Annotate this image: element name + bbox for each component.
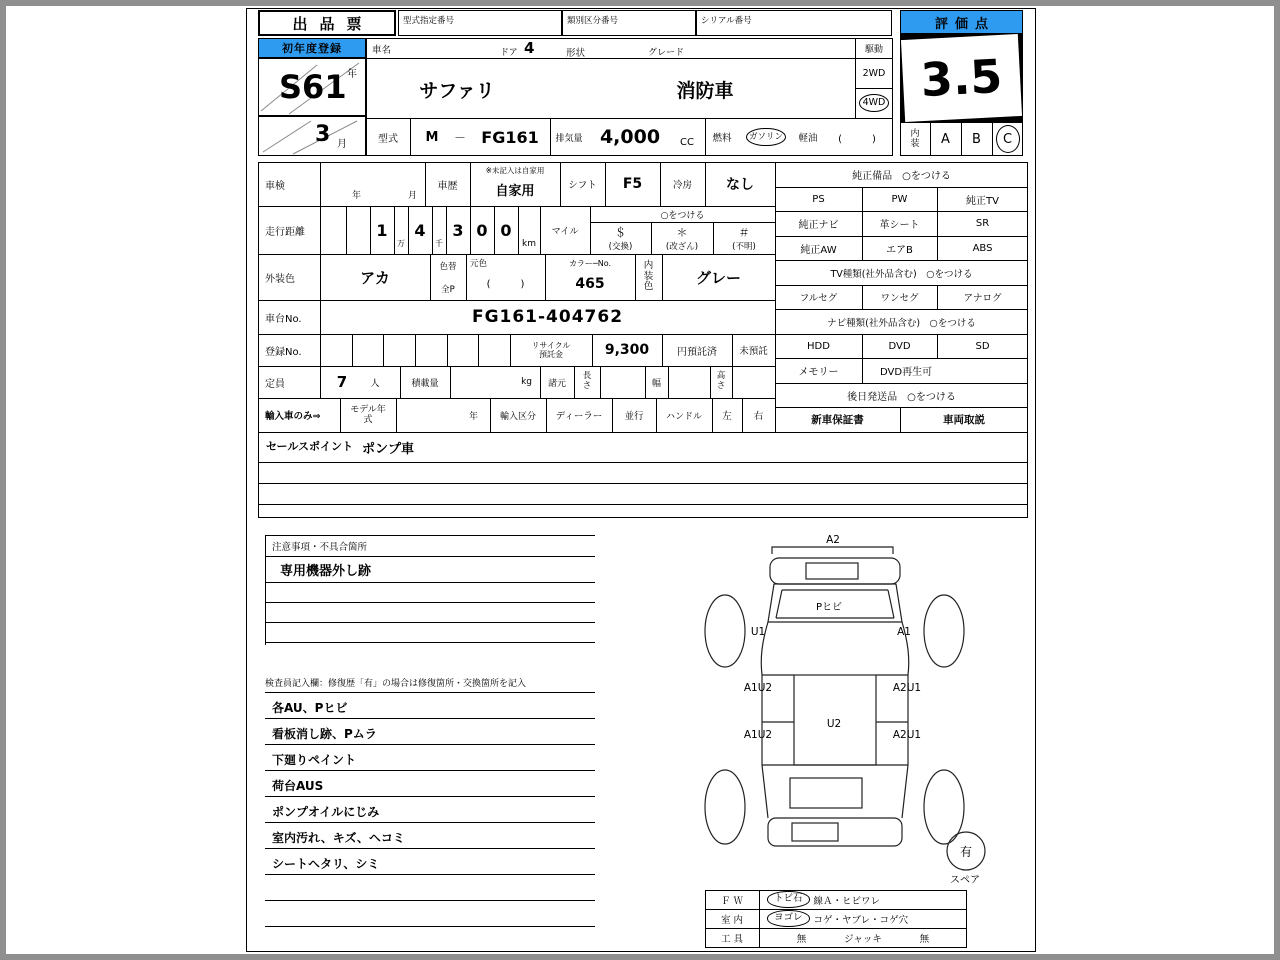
spare-present-mark: 有 bbox=[959, 845, 973, 859]
rule bbox=[265, 926, 595, 927]
model-designation-box bbox=[398, 10, 562, 36]
model-label: 型式 bbox=[378, 133, 398, 145]
equip-tv: 純正TV bbox=[966, 195, 999, 207]
body-type: 消防車 bbox=[676, 79, 734, 102]
length-label-cell bbox=[574, 366, 600, 398]
equip-header-genuine: 純正備品 ○をつける bbox=[852, 171, 951, 182]
fuel-label: 燃料 bbox=[712, 133, 732, 144]
load-label: 積載量 bbox=[411, 378, 439, 389]
drive-4wd-circled: 4WD bbox=[859, 94, 890, 112]
first-reg-month: 3 bbox=[315, 122, 331, 147]
equip-header-tv-type: TV種類(社外品含む) ○をつける bbox=[830, 268, 973, 280]
model-year-unit: 年 bbox=[468, 411, 478, 422]
car-name: サファリ bbox=[419, 79, 495, 102]
rule bbox=[352, 334, 353, 366]
all-paint-label: 全P bbox=[441, 284, 455, 295]
mark-left-door: A1U2 bbox=[743, 682, 773, 694]
rule bbox=[265, 642, 595, 643]
interior-grade-b: B bbox=[972, 131, 981, 147]
car-diagram bbox=[688, 530, 1010, 892]
shaken-year-unit: 年 bbox=[352, 191, 362, 201]
mark-right-door: A2U1 bbox=[892, 682, 922, 694]
sales-point-label: セールスポイント bbox=[266, 440, 354, 453]
rule bbox=[410, 118, 411, 156]
interior-color-label-cell bbox=[635, 254, 662, 300]
mileage-man-unit: 万 bbox=[397, 239, 405, 248]
load-unit: kg bbox=[521, 377, 532, 387]
fw-label: Ｆ Ｗ bbox=[720, 895, 744, 907]
equip-analog: アナログ bbox=[963, 293, 1002, 304]
car-outline bbox=[705, 547, 985, 870]
car-name-label: 車名 bbox=[372, 45, 392, 56]
class-division-label: 類別区分番号 bbox=[567, 16, 619, 26]
model-year-label-cell bbox=[340, 398, 396, 432]
rule bbox=[265, 900, 595, 901]
import-division-label: 輸入区分 bbox=[499, 411, 536, 422]
odometer-option-exchange bbox=[590, 222, 651, 254]
rear-left-wheel bbox=[705, 770, 745, 844]
tools-jack: ジャッキ bbox=[844, 934, 882, 945]
serial-number-box bbox=[696, 10, 892, 36]
rule bbox=[415, 334, 416, 366]
mark-right-rear: A2U1 bbox=[892, 729, 922, 741]
front-right-wheel bbox=[924, 595, 964, 667]
equip-oneseg: ワンセグ bbox=[880, 293, 919, 304]
length-label: 長さ bbox=[582, 371, 592, 391]
import-only-label: 輸入車のみ⇒ bbox=[265, 411, 321, 422]
color-no-label: カラー─No. bbox=[568, 258, 612, 268]
windshield bbox=[888, 590, 894, 618]
option-note: (不明) bbox=[732, 242, 756, 252]
rule bbox=[265, 535, 266, 645]
option-note: (改ざん) bbox=[665, 242, 699, 252]
equip-fullseg: フルセグ bbox=[799, 293, 838, 304]
circle-note: ○をつける bbox=[660, 210, 705, 221]
mileage-km-unit: km bbox=[522, 239, 536, 249]
notes-first-item: 専用機器外し跡 bbox=[280, 564, 372, 579]
model-designation-label: 型式指定番号 bbox=[403, 16, 455, 26]
equip-memory: メモリー bbox=[798, 367, 839, 378]
serial-number-label: シリアル番号 bbox=[701, 16, 752, 26]
equip-dvd-play: DVD再生可 bbox=[880, 367, 933, 378]
rear-bumper bbox=[768, 818, 902, 846]
rule bbox=[265, 718, 595, 719]
rule bbox=[447, 334, 448, 366]
equip-header-later-ship: 後日発送品 ○をつける bbox=[847, 391, 956, 403]
left-rear-edge bbox=[762, 765, 768, 818]
interior-grade-c-circled: C bbox=[996, 125, 1020, 153]
tools-none-1: 無 bbox=[796, 934, 807, 945]
capacity-unit: 人 bbox=[370, 378, 380, 389]
fuel-diesel: 軽油 bbox=[798, 133, 818, 144]
inspector-item: シートヘタリ、シミ bbox=[272, 857, 380, 871]
fw-damage-circled: トビ石 bbox=[767, 891, 810, 907]
a2-bracket bbox=[772, 547, 893, 554]
door-label: ドア bbox=[500, 48, 518, 58]
tools-label: 工 具 bbox=[720, 934, 744, 945]
rule bbox=[265, 796, 595, 797]
sheet-title-box bbox=[258, 10, 396, 36]
shaken-label: 車検 bbox=[265, 180, 285, 192]
class-division-box bbox=[562, 10, 696, 36]
odometer-option-unknown bbox=[713, 222, 775, 254]
first-reg-year-unit: 年 bbox=[347, 69, 357, 80]
equip-abs: ABS bbox=[972, 242, 993, 254]
shaken-month-unit: 月 bbox=[408, 191, 418, 201]
capacity-label: 定員 bbox=[265, 378, 285, 390]
mark-p-hibi: Pヒビ bbox=[815, 602, 843, 613]
interior-damage-row bbox=[759, 909, 967, 928]
equip-warranty-book: 新車保証書 bbox=[811, 414, 864, 426]
score-value: 3.5 bbox=[919, 48, 1004, 108]
equip-aw: 純正AW bbox=[800, 244, 837, 256]
rule bbox=[320, 162, 321, 206]
interior-damage-rest: コゲ・ヤブレ・コゲ穴 bbox=[813, 914, 909, 926]
rule bbox=[265, 556, 595, 557]
equip-pw: PW bbox=[891, 193, 908, 205]
front-grille bbox=[806, 563, 858, 579]
equip-airbag: エアB bbox=[886, 244, 913, 256]
grade-label: グレード bbox=[648, 48, 685, 58]
model-number: FG161 bbox=[481, 127, 539, 147]
mileage-digit: 3 bbox=[452, 220, 464, 240]
inspector-header: 検査員記入欄：修復歴「有」の場合は修復箇所・交換箇所を記入 bbox=[265, 679, 527, 689]
model-dash: － bbox=[453, 130, 466, 145]
history-value: 自家用 bbox=[495, 183, 535, 199]
drive-4wd-cell bbox=[855, 88, 893, 118]
drive-label: 駆動 bbox=[864, 44, 883, 55]
rule bbox=[366, 58, 893, 59]
interior-color-value: グレー bbox=[695, 268, 741, 287]
chassis-no-label: 車台No. bbox=[265, 313, 302, 325]
equip-navi: 純正ナビ bbox=[798, 220, 839, 231]
equip-sd: SD bbox=[975, 340, 990, 352]
aircon-value: なし bbox=[726, 177, 754, 193]
shape-label: 形状 bbox=[566, 48, 586, 59]
interior-row-label: 室 内 bbox=[720, 914, 744, 926]
first-reg-month-unit: 月 bbox=[337, 139, 347, 150]
score-card bbox=[901, 34, 1022, 122]
history-note: ※未記入は自家用 bbox=[485, 165, 545, 175]
rule bbox=[258, 483, 1028, 484]
diagonal-marks bbox=[259, 117, 365, 155]
spec-label: 諸元 bbox=[547, 378, 566, 389]
original-color-paren: ( ) bbox=[486, 278, 525, 290]
diagram-labels bbox=[744, 534, 980, 886]
mark-left-rear: A1U2 bbox=[743, 729, 773, 741]
interior-damage-circled: ヨゴレ bbox=[767, 910, 810, 926]
rule bbox=[258, 504, 1028, 505]
first-reg-year: S61 bbox=[279, 68, 347, 106]
displacement-value: 4,000 bbox=[599, 126, 661, 148]
equip-dvd: DVD bbox=[888, 340, 911, 352]
mileage-digit: 4 bbox=[414, 220, 426, 240]
rear-window bbox=[790, 778, 862, 808]
mileage-digit: 0 bbox=[476, 220, 488, 240]
spare-label: スペア bbox=[950, 875, 980, 886]
import-parallel: 並行 bbox=[624, 411, 644, 422]
option-symbol: ＄ bbox=[615, 226, 626, 239]
inspector-item: 各AU、Pヒビ bbox=[272, 701, 348, 715]
mark-u1: U1 bbox=[750, 626, 766, 638]
mileage-sen-unit: 千 bbox=[435, 239, 443, 248]
front-left-wheel bbox=[705, 595, 745, 667]
model-code: M bbox=[425, 129, 439, 145]
rule bbox=[258, 462, 1028, 463]
exterior-color-label: 外装色 bbox=[265, 273, 295, 285]
rule bbox=[265, 874, 595, 875]
rule bbox=[383, 334, 384, 366]
front-bumper bbox=[770, 558, 900, 584]
rear-plate bbox=[792, 823, 838, 841]
rule bbox=[346, 206, 347, 254]
displacement-label: 排気量 bbox=[555, 133, 583, 144]
model-year-label: モデル年式 bbox=[350, 404, 386, 425]
option-symbol: ＃ bbox=[738, 226, 750, 239]
recycle-amount: 9,300 bbox=[604, 342, 650, 358]
first-reg-year-box bbox=[258, 58, 366, 116]
rule bbox=[265, 582, 595, 583]
rule bbox=[265, 535, 595, 536]
tools-none-2: 無 bbox=[919, 934, 930, 945]
score-box bbox=[900, 34, 1023, 122]
height-label-cell bbox=[710, 366, 732, 398]
recycle-deposit-label-cell bbox=[510, 334, 592, 366]
shift-value: F5 bbox=[622, 176, 643, 192]
door-count: 4 bbox=[524, 39, 535, 57]
rule bbox=[265, 848, 595, 849]
rule bbox=[668, 366, 669, 398]
interior-grade-a: A bbox=[941, 131, 950, 147]
tools-row bbox=[759, 928, 967, 948]
windshield bbox=[776, 590, 782, 618]
mileage-label: 走行距離 bbox=[265, 226, 305, 238]
displacement-unit: CC bbox=[680, 136, 694, 148]
recycle-deposit-label: リサイクル預託金 bbox=[531, 340, 571, 359]
fuel-paren: ( ) bbox=[838, 133, 876, 145]
inspector-item: 室内汚れ、キズ、ヘコミ bbox=[272, 831, 405, 845]
inspector-item: 下廻りペイント bbox=[272, 753, 357, 767]
mileage-digit: 1 bbox=[376, 220, 388, 240]
interior-grade-c-cell bbox=[992, 122, 1023, 156]
rule bbox=[600, 366, 601, 398]
option-note: (交換) bbox=[608, 242, 633, 252]
color-change-label: 色替 bbox=[439, 261, 457, 272]
drive-2wd: 2WD bbox=[862, 67, 886, 79]
inspector-item: ポンプオイルにじみ bbox=[272, 805, 380, 819]
mark-u2: U2 bbox=[826, 718, 842, 730]
first-reg-label: 初年度登録 bbox=[282, 42, 342, 55]
equip-ps: PS bbox=[812, 193, 825, 205]
rule bbox=[265, 770, 595, 771]
right-rear-edge bbox=[902, 765, 908, 818]
aircon-label: 冷房 bbox=[672, 180, 692, 191]
handle-right: 右 bbox=[753, 411, 764, 422]
fw-damage-rest: 線Ａ・ヒビワレ bbox=[813, 895, 881, 907]
score-header-label: 評価点 bbox=[934, 16, 995, 32]
equip-header-navi-type: ナビ種類(社外品含む) ○をつける bbox=[827, 317, 976, 329]
import-dealer: ディーラー bbox=[555, 411, 603, 422]
width-label: 幅 bbox=[651, 378, 661, 389]
mark-a2: A2 bbox=[826, 534, 840, 546]
inspector-item: 荷台AUS bbox=[272, 779, 324, 793]
mark-a1: A1 bbox=[897, 626, 911, 638]
recycle-unpaid: 未預託 bbox=[739, 346, 768, 357]
odometer-option-altered bbox=[651, 222, 713, 254]
rule bbox=[258, 432, 1028, 433]
fuel-gasoline-circled: ガソリン bbox=[746, 128, 786, 147]
chassis-no-value: FG161-404762 bbox=[471, 307, 624, 327]
handle-left: 左 bbox=[722, 411, 732, 422]
sales-point-value: ポンプ車 bbox=[362, 442, 415, 457]
option-symbol: ＊ bbox=[676, 226, 688, 239]
first-reg-month-box bbox=[258, 116, 366, 156]
mileage-digit: 0 bbox=[500, 220, 512, 240]
fuel-gasoline-cell bbox=[739, 118, 793, 156]
equip-manual: 車両取説 bbox=[943, 414, 985, 426]
height-label: 高さ bbox=[716, 371, 726, 391]
mile-label: マイル bbox=[551, 226, 579, 237]
equip-leather: 革シート bbox=[879, 220, 920, 231]
history-label: 車歴 bbox=[437, 180, 458, 192]
fw-damage-row bbox=[759, 890, 967, 909]
rule bbox=[265, 602, 595, 603]
rear-right-wheel bbox=[924, 770, 964, 844]
first-reg-header bbox=[258, 38, 366, 58]
handle-label: ハンドル bbox=[665, 411, 702, 422]
sheet-title: 出品票 bbox=[292, 14, 374, 33]
recycle-paid: 円預託済 bbox=[677, 346, 717, 358]
rule bbox=[265, 822, 595, 823]
inspector-item: 看板消し跡、Pムラ bbox=[272, 727, 377, 741]
equip-hdd: HDD bbox=[807, 340, 830, 352]
shift-label: シフト bbox=[568, 180, 597, 191]
rule bbox=[320, 206, 321, 254]
interior-label: 内装 bbox=[910, 128, 920, 149]
exterior-color-value: アカ bbox=[360, 268, 390, 287]
equip-sr: SR bbox=[975, 218, 990, 229]
original-color-label: 元色 bbox=[470, 259, 488, 269]
capacity-value: 7 bbox=[336, 373, 348, 391]
interior-color-label: 内装色 bbox=[643, 259, 654, 293]
notes-header: 注意事項・不具合箇所 bbox=[272, 542, 368, 553]
rule bbox=[265, 622, 595, 623]
score-header bbox=[900, 10, 1023, 34]
rule bbox=[265, 744, 595, 745]
rule bbox=[265, 692, 595, 693]
rule bbox=[320, 334, 321, 366]
rule bbox=[732, 366, 733, 398]
color-no-value: 465 bbox=[575, 276, 605, 292]
rule bbox=[478, 334, 479, 366]
registration-no-label: 登録No. bbox=[265, 346, 302, 358]
interior-label-cell bbox=[900, 122, 930, 156]
